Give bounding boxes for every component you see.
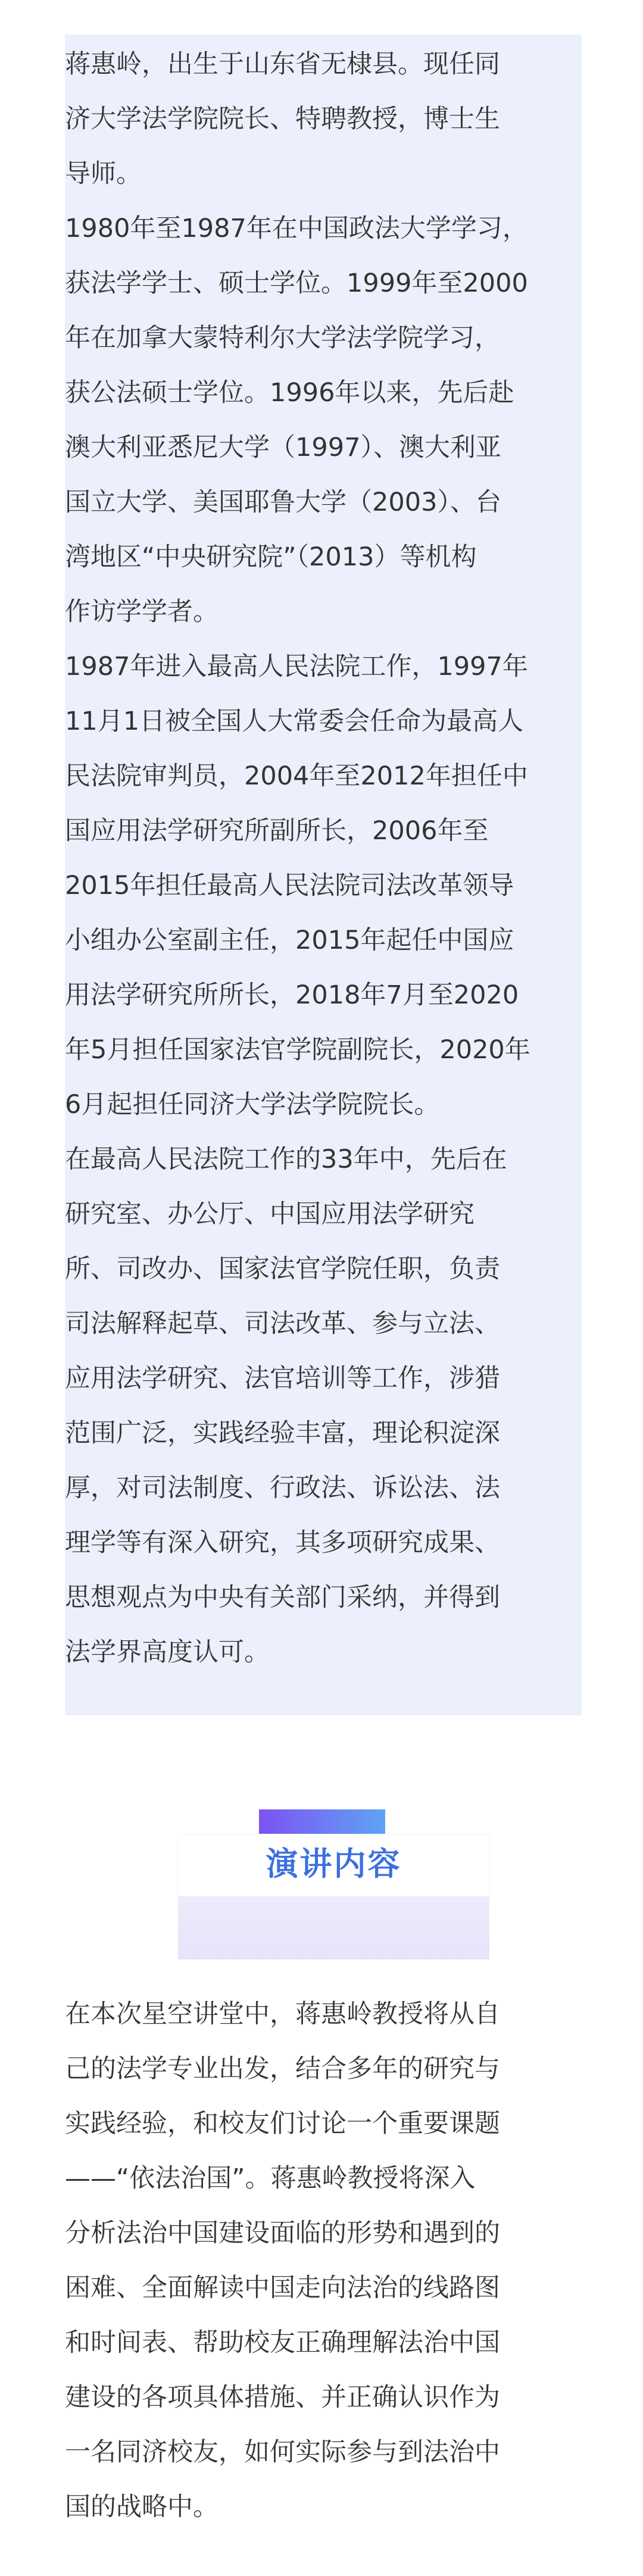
bio-paragraph-intro: 蒋惠岭，出生于山东省无棣县。现任同 济大学法学院院长、特聘教授，博士生 导师。 xyxy=(65,49,500,189)
speech-section xyxy=(65,1987,582,2534)
heading-card-bottom xyxy=(178,1896,489,1959)
bio-paragraph-achievements: 在最高人民法院工作的33年中，先后在 研究室、办公厅、中国应用法学研究 所、司改办、国家法官学院任职，负责 司法解释起草、司法改革、参与立法、 应用法学研究、法官培训等工作，涉猎 范围广泛，实践经验丰富，理论积淀深 厚，对司法制度、行政法、诉讼法、法 理学等有深入研究，其多项研究成果、 思想观点为中央有关部门采纳，并得到 法学界高度认可。 xyxy=(65,1145,507,1667)
section-heading xyxy=(178,1809,489,1964)
bio-paragraph-career: 1987年进入最高人民法院工作，1997年 11月1日被全国人大常委会任命为最高人 民法院审判员，2004年至2012年担任中 国应用法学研究所副所长，2006年至 2015年担任最高人民法院司法改革领导 小组办公室副主任，2015年起任中国应 用法学研究所所长，2018年7月至2020 年5月担任国家法官学院副院长，2020年 6月起担任同济大学法学院院长。 xyxy=(65,652,530,1120)
section-title: 演讲内容 xyxy=(266,1845,402,1883)
heading-accent-bar xyxy=(259,1809,385,1834)
speech-paragraph: 在本次星空讲堂中，蒋惠岭教授将从自 己的法学专业出发，结合多年的研究与 实践经验，和校友们讨论一个重要课题 ——“依法治国”。蒋惠岭教授将深入 分析法治中国建设面临的形势和遇到的 困难、全面解读中国走向法治的线路图 和时间表、帮助校友正确理解法治中国 建设的各项具体措施、并正确认识作为 一名同济校友，如何实际参与到法治中 国的战略中。 xyxy=(65,1999,500,2522)
bio-paragraph-education: 1980年至1987年在中国政法大学学习， 获法学学士、硕士学位。1999年至2000 年在加拿大蒙特利尔大学法学院学习， 获公法硕士学位。1996年以来，先后赴 澳大利亚悉尼大学（1997）、澳大利亚 国立大学、美国耶鲁大学（2003）、台 湾地区“中央研究院”（2013）等机构 作访学学者。 xyxy=(65,214,528,627)
bio-section xyxy=(65,37,582,1680)
